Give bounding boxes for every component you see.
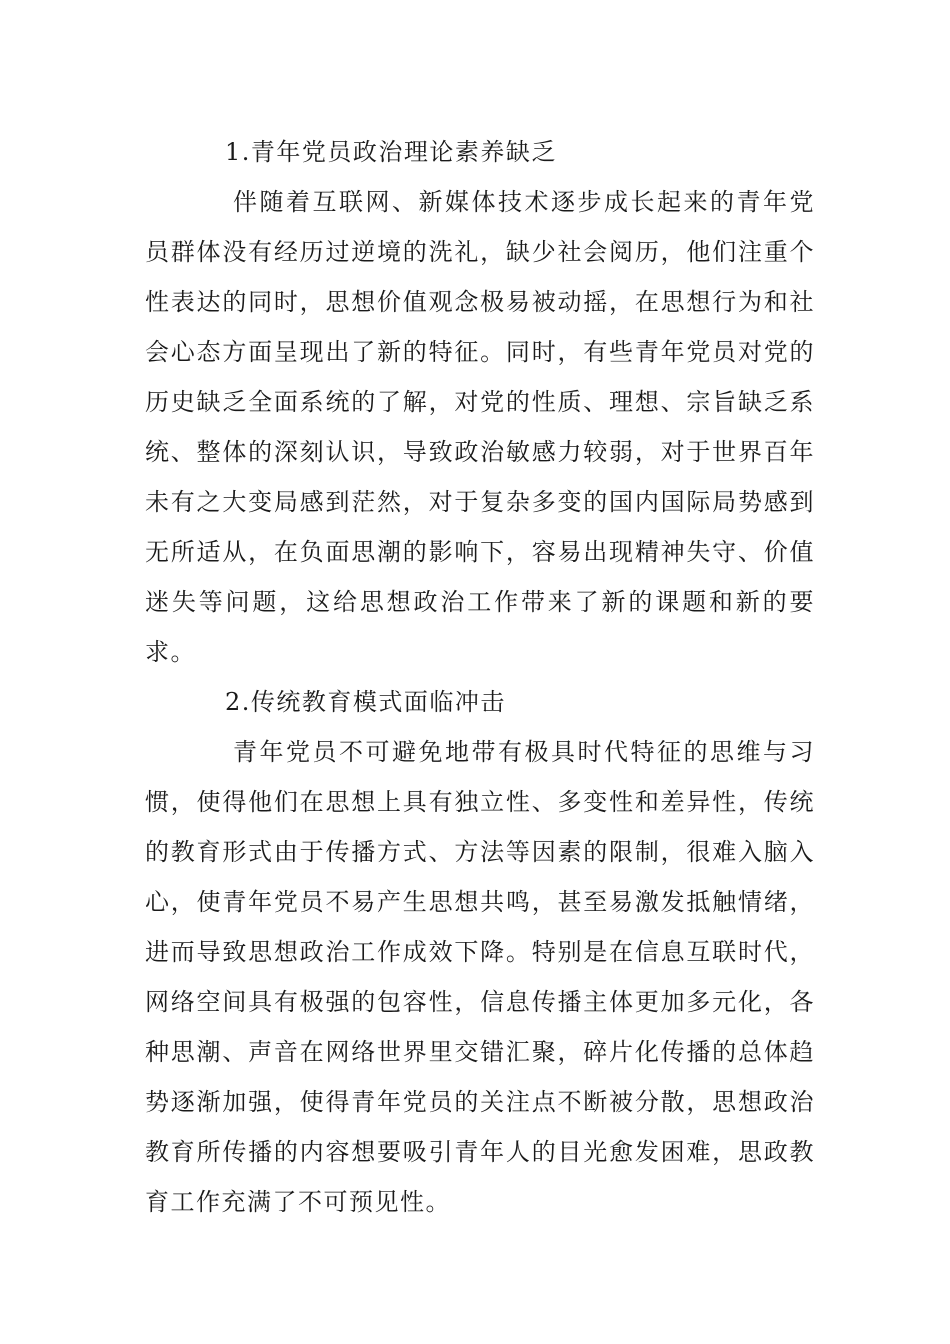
section-paragraph-2: 青年党员不可避免地带有极具时代特征的思维与习惯，使得他们在思想上具有独立性、多变性和差异性，传统的教育形式由于传播方式、方法等因素的限制，很难入脑入心，使青年党员不易产生思想共鸣，甚至易激发抵触情绪，进而导致思想政治工作成效下降。特别是在信息互联时代，网络空间具有极强的包容性，信息传播主体更加多元化，各种思潮、声音在网络世界里交错汇聚，碎片化传播的总体趋势逐渐加强，使得青年党员的关注点不断被分散，思想政治教育所传播的内容想要吸引青年人的目光愈发困难，思政教育工作充满了不可预见性。 [145,738,815,1216]
document-body [145,127,815,1227]
section-heading-2: 2.传统教育模式面临冲击 [225,688,506,716]
section-heading-1: 1.青年党员政治理论素养缺乏 [225,138,557,166]
section-paragraph-1: 伴随着互联网、新媒体技术逐步成长起来的青年党员群体没有经历过逆境的洗礼，缺少社会阅历，他们注重个性表达的同时，思想价值观念极易被动摇，在思想行为和社会心态方面呈现出了新的特征。同时，有些青年党员对党的历史缺乏全面系统的了解，对党的性质、理想、宗旨缺乏系统、整体的深刻认识，导致政治敏感力较弱，对于世界百年未有之大变局感到茫然，对于复杂多变的国内国际局势感到无所适从，在负面思潮的影响下，容易出现精神失守、价值迷失等问题，这给思想政治工作带来了新的课题和新的要求。 [145,188,815,666]
